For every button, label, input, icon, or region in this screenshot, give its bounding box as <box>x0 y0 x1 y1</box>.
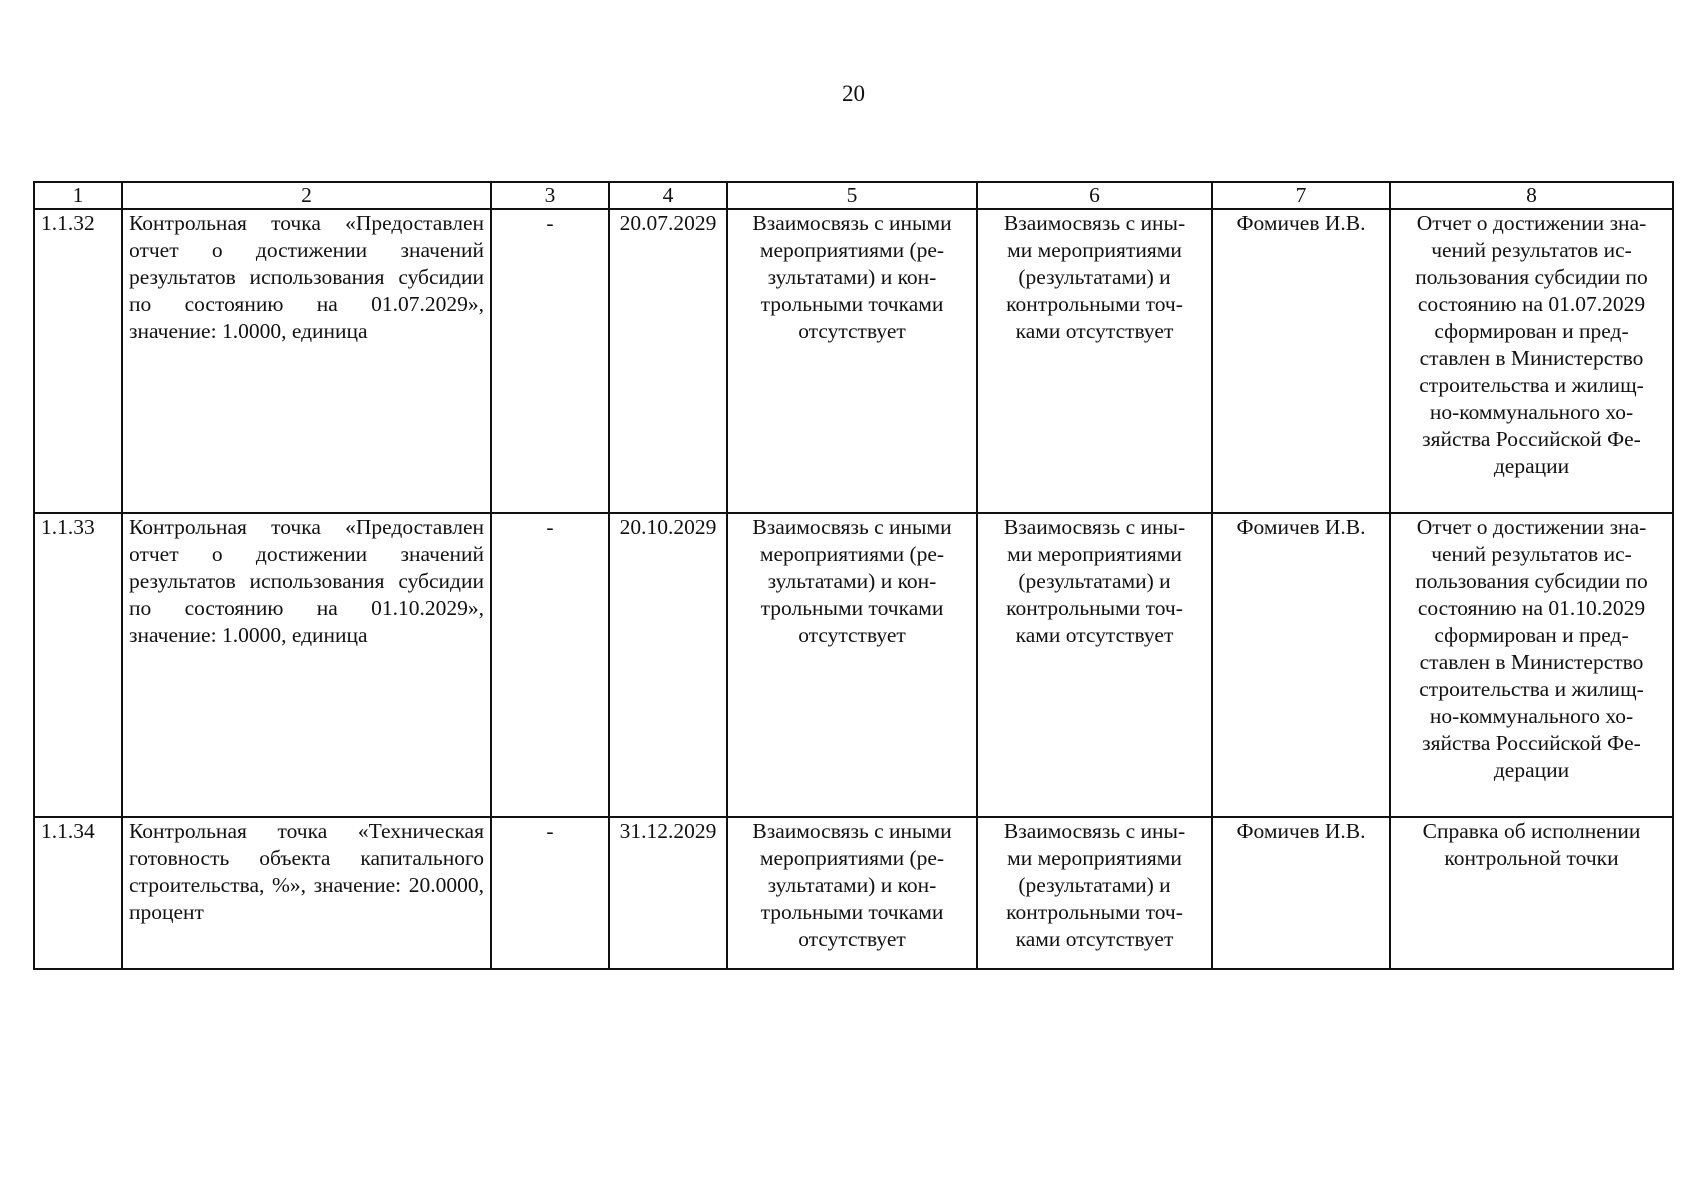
responsible-person: Фомичев И.В. <box>1212 513 1390 817</box>
relation-points-text: Взаимосвязь с ины- ми мероприятиями (результатами) и контрольными точ- ками отсутствует <box>1003 211 1186 343</box>
column-header: 6 <box>977 182 1212 209</box>
deadline-date: 20.07.2029 <box>609 209 727 513</box>
table-row <box>34 817 1673 969</box>
column-header: 3 <box>491 182 609 209</box>
relation-points <box>977 513 1212 817</box>
row-number: 1.1.33 <box>34 513 122 817</box>
row-number: 1.1.34 <box>34 817 122 969</box>
relation-points <box>977 209 1212 513</box>
control-points-table <box>33 181 1674 970</box>
relation-activities <box>727 209 977 513</box>
table-row <box>34 209 1673 513</box>
page-number: 20 <box>842 81 865 106</box>
result-document <box>1390 513 1673 817</box>
cell-col3: - <box>491 209 609 513</box>
cell-col3: - <box>491 817 609 969</box>
relation-activities <box>727 513 977 817</box>
column-header: 2 <box>122 182 491 209</box>
control-point-name: Контрольная точка «Предоставлен отчет о достижении значений результатов использования субсидии по состоянию на 01.10.2029», значение: 1.0000, единица <box>122 513 491 817</box>
result-document-text: Отчет о достижении зна- чений результатов ис- пользования субсидии по состоянию на 01.07.2029 сформирован и пред- ставлен в Министерство строительства и жилищ- но-коммунального хо- зяйства Российской Фе- дерации <box>1415 211 1648 478</box>
result-document-text: Отчет о достижении зна- чений результатов ис- пользования субсидии по состоянию на 01.10.2029 сформирован и пред- ставлен в Министерство строительства и жилищ- но-коммунального хо- зяйства Российской Фе- дерации <box>1415 515 1648 782</box>
column-header: 1 <box>34 182 122 209</box>
relation-points <box>977 817 1212 969</box>
result-document <box>1390 817 1673 969</box>
column-header: 5 <box>727 182 977 209</box>
control-point-name: Контрольная точка «Предоставлен отчет о достижении значений результатов использования субсидии по состоянию на 01.07.2029», значение: 1.0000, единица <box>122 209 491 513</box>
relation-activities <box>727 817 977 969</box>
column-header: 7 <box>1212 182 1390 209</box>
responsible-person: Фомичев И.В. <box>1212 209 1390 513</box>
result-document-text: Справка об исполнении контрольной точки <box>1422 819 1641 870</box>
control-point-name: Контрольная точка «Техническая готовность объекта капитального строительства, %», значение: 20.0000, процент <box>122 817 491 969</box>
table-row <box>34 513 1673 817</box>
deadline-date: 31.12.2029 <box>609 817 727 969</box>
deadline-date: 20.10.2029 <box>609 513 727 817</box>
relation-activities-text: Взаимосвязь с иными мероприятиями (ре- зультатами) и кон- трольными точками отсутствует <box>752 211 952 343</box>
relation-points-text: Взаимосвязь с ины- ми мероприятиями (результатами) и контрольными точ- ками отсутствует <box>1003 515 1186 647</box>
responsible-person: Фомичев И.В. <box>1212 817 1390 969</box>
row-number: 1.1.32 <box>34 209 122 513</box>
column-header: 8 <box>1390 182 1673 209</box>
cell-col3: - <box>491 513 609 817</box>
header-row <box>34 182 1673 209</box>
result-document <box>1390 209 1673 513</box>
relation-activities-text: Взаимосвязь с иными мероприятиями (ре- зультатами) и кон- трольными точками отсутствует <box>752 819 952 951</box>
column-header: 4 <box>609 182 727 209</box>
relation-points-text: Взаимосвязь с ины- ми мероприятиями (результатами) и контрольными точ- ками отсутствует <box>1003 819 1186 951</box>
relation-activities-text: Взаимосвязь с иными мероприятиями (ре- зультатами) и кон- трольными точками отсутствует <box>752 515 952 647</box>
